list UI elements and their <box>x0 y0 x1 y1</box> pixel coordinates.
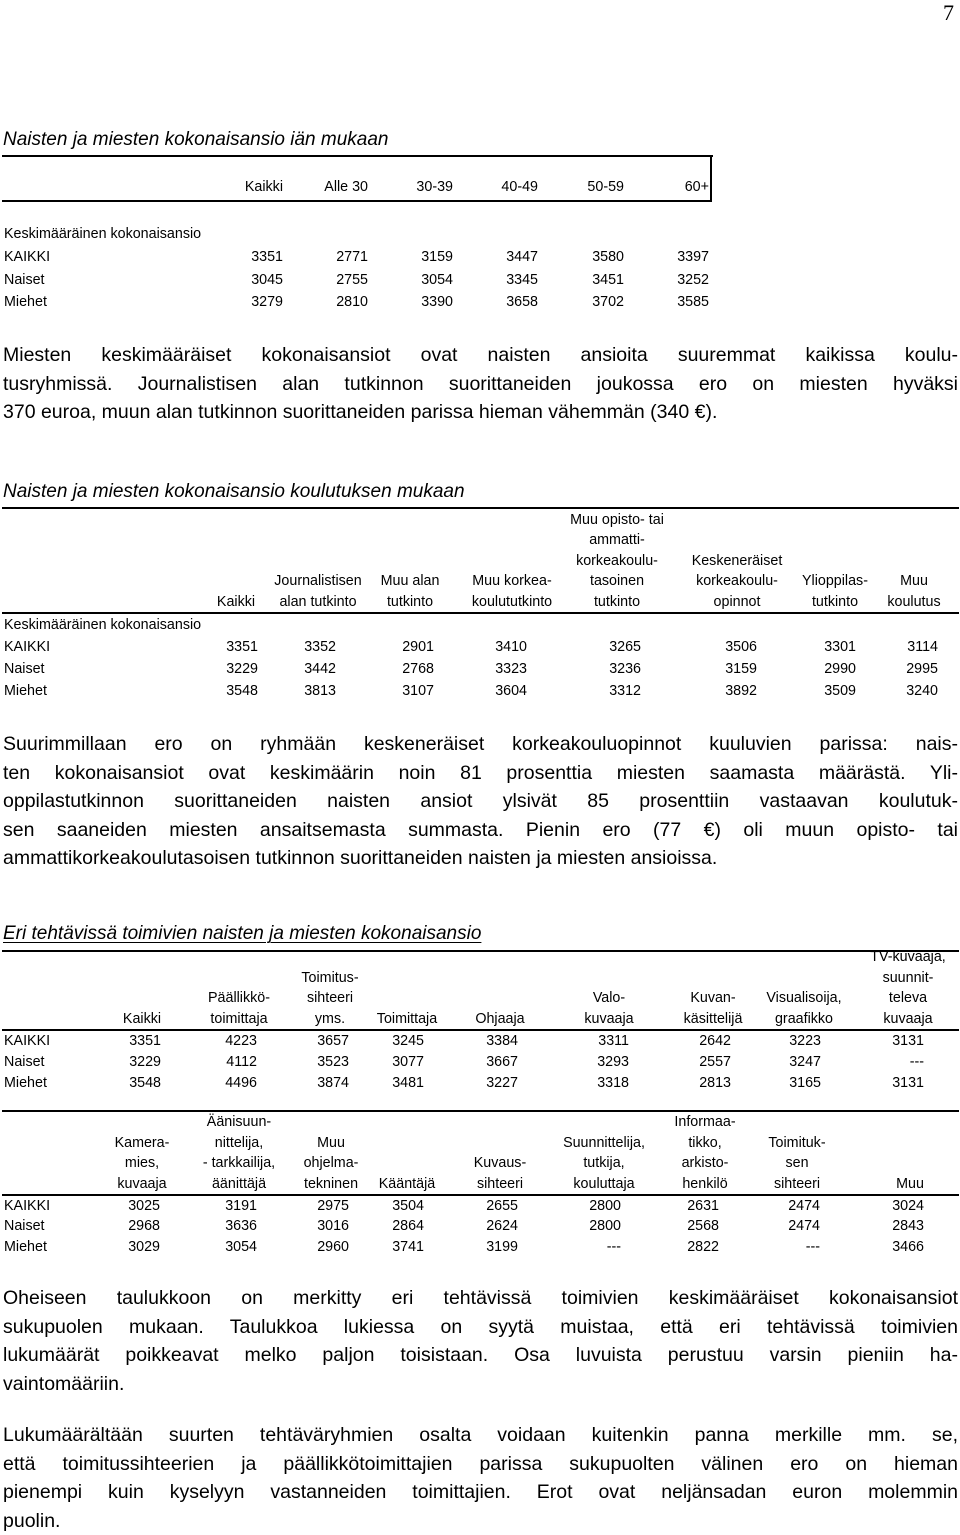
table-cell: 3318 <box>549 1073 629 1093</box>
paragraph-line: tusryhmissä. Journalistisen alan tutkinnon suorittaneiden joukossa ero on miesten hyväksi <box>3 370 958 399</box>
column-header-line: Valo- <box>569 988 649 1009</box>
row-label: Naiset <box>4 270 124 290</box>
column-header-line: Muu korkea- <box>457 571 567 592</box>
row-label: Naiset <box>4 1052 124 1072</box>
table-cell: 3548 <box>178 681 258 701</box>
table-cell: 2768 <box>354 659 434 679</box>
table-cell: 3874 <box>269 1073 349 1093</box>
table-cell: 3604 <box>447 681 527 701</box>
table-cell: 3293 <box>549 1052 629 1072</box>
table-cell: 2755 <box>288 270 368 290</box>
table-cell: 2474 <box>740 1216 820 1236</box>
column-header-line: Kuvaus- <box>460 1153 540 1174</box>
paragraph-line: Oheiseen taulukkoon on merkitty eri tehtävissä toimivien keskimääräiset kokonaisansiot <box>3 1284 958 1313</box>
row-label: Naiset <box>4 659 124 679</box>
table-cell: 3229 <box>81 1052 161 1072</box>
table-cell: 3345 <box>458 270 538 290</box>
paragraph-line: oppilastutkinnon suorittaneiden naisten ansiot ylsivät 85 prosenttiin vastaavan koulutuk- <box>3 787 958 816</box>
column-header <box>362 1009 452 1030</box>
table1-title: Naisten ja miesten kokonaisansio iän mukaan <box>3 129 389 151</box>
table-cell: 2810 <box>288 292 368 312</box>
column-header-line: Ylioppilas- <box>790 571 880 592</box>
column-header-line: - tarkkailija, <box>189 1153 289 1174</box>
column-header-line: Kaikki <box>107 1009 177 1030</box>
column-header <box>189 1112 289 1194</box>
table1-top-border <box>2 155 713 157</box>
table-cell: 3131 <box>844 1031 924 1051</box>
column-header-line: toimittaja <box>194 1009 284 1030</box>
table-cell: 3323 <box>447 659 527 679</box>
table-cell: 3481 <box>344 1073 424 1093</box>
table-cell: 2960 <box>269 1237 349 1257</box>
column-header-line: yms. <box>290 1009 370 1030</box>
table-cell: 3504 <box>344 1196 424 1216</box>
column-header-line: äänittäjä <box>189 1174 289 1195</box>
column-header <box>263 571 373 612</box>
table-cell: 3229 <box>178 659 258 679</box>
table-cell: 3265 <box>561 637 641 657</box>
column-header-line: TV-kuvaaja, <box>858 947 958 968</box>
column-header <box>194 988 284 1029</box>
page-number: 7 <box>943 0 954 26</box>
table-cell: 3252 <box>629 270 709 290</box>
table-cell: 2557 <box>651 1052 731 1072</box>
table-cell: 3311 <box>549 1031 629 1051</box>
table-cell: 3351 <box>203 247 283 267</box>
table-cell: --- <box>541 1237 621 1257</box>
column-header-line: Päällikkö- <box>194 988 284 1009</box>
column-header <box>107 1009 177 1030</box>
column-header-line: koulututkinto <box>457 592 567 613</box>
table-cell: 2655 <box>438 1196 518 1216</box>
column-header-line: Muu <box>874 571 954 592</box>
row-label: Miehet <box>4 1073 124 1093</box>
paragraph-line: ten kokonaisansiot ovat keskimäärin noin 81 prosenttia miesten saamasta määrästä. Yli- <box>3 759 958 788</box>
column-header-line: Äänisuun- <box>189 1112 289 1133</box>
table-cell: 2800 <box>541 1216 621 1236</box>
table-cell: 3523 <box>269 1052 349 1072</box>
table-cell: 2642 <box>651 1031 731 1051</box>
table-cell: 3114 <box>858 637 938 657</box>
section-label: Keskimääräinen kokonaisansio <box>4 224 304 244</box>
column-header-line: Toimitus- <box>290 968 370 989</box>
table-cell: 3240 <box>858 681 938 701</box>
column-header-line: ammatti- <box>557 530 677 551</box>
paragraph-line: että toimitussihteerien ja päällikkötoimittajien parissa sukupuolten välinen ero on hieman <box>3 1450 958 1479</box>
row-label: Miehet <box>4 1237 124 1257</box>
table-cell: 3159 <box>677 659 757 679</box>
table-cell: 3741 <box>344 1237 424 1257</box>
column-header-line: opinnot <box>677 592 797 613</box>
column-header-line: tutkinto <box>557 592 677 613</box>
table-cell: 2624 <box>438 1216 518 1236</box>
paragraph-line: Suurimmillaan ero on ryhmään keskeneräiset korkeakouluopinnot kuuluvien parissa: nais- <box>3 730 958 759</box>
table-cell: 3054 <box>373 270 453 290</box>
table-cell: 3702 <box>544 292 624 312</box>
column-header-line: suunnit- <box>858 968 958 989</box>
column-header-line: kuvaaja <box>569 1009 649 1030</box>
table-cell: 3892 <box>677 681 757 701</box>
table1-right-border <box>710 155 712 202</box>
paragraph-line: 370 euroa, muun alan tutkinnon suorittaneiden parissa hieman vähemmän (340 €). <box>3 398 958 427</box>
paragraph-3 <box>3 1284 958 1398</box>
column-header-line: käsittelijä <box>663 1009 763 1030</box>
table4-top-border <box>2 1110 959 1112</box>
table2-header-border <box>2 612 959 614</box>
table-cell: 4223 <box>177 1031 257 1051</box>
table-cell: 3236 <box>561 659 641 679</box>
table-cell: 3245 <box>344 1031 424 1051</box>
column-header <box>749 988 859 1029</box>
column-header-line: kuvaaja <box>858 1009 958 1030</box>
table-cell: 3442 <box>256 659 336 679</box>
column-header <box>457 571 567 612</box>
column-header <box>367 1174 447 1195</box>
column-header <box>460 1009 540 1030</box>
table-cell: 3390 <box>373 292 453 312</box>
table-cell: 2843 <box>844 1216 924 1236</box>
column-header-line: tutkinto <box>790 592 880 613</box>
row-label: Miehet <box>4 681 124 701</box>
column-header <box>291 1133 371 1195</box>
column-header-line: henkilö <box>660 1174 750 1195</box>
column-header <box>870 1174 950 1195</box>
column-header-line: tikko, <box>660 1133 750 1154</box>
table-cell: 3227 <box>438 1073 518 1093</box>
table-cell: 3131 <box>844 1073 924 1093</box>
paragraph-line: pienempi kuin kyselyyn vastanneiden toimittajien. Erot ovat neljänsadan euron molemmin <box>3 1478 958 1507</box>
paragraph-line: Lukumäärältään suurten tehtäväryhmien osalta voidaan kuitenkin panna merkille mm. se, <box>3 1421 958 1450</box>
table-cell: 2864 <box>344 1216 424 1236</box>
table-cell: 2990 <box>776 659 856 679</box>
paragraph-1 <box>3 341 958 427</box>
table-cell: 3509 <box>776 681 856 701</box>
table-cell: 3351 <box>178 637 258 657</box>
row-label: KAIKKI <box>4 247 124 267</box>
column-header-line: kouluttaja <box>549 1174 659 1195</box>
row-label: KAIKKI <box>4 637 124 657</box>
table-cell: 2822 <box>639 1237 719 1257</box>
table-cell: 2975 <box>269 1196 349 1216</box>
table3-top-border <box>2 950 959 952</box>
column-header-line: sihteeri <box>460 1174 540 1195</box>
column-header <box>677 551 797 613</box>
table2-top-border <box>2 507 959 509</box>
table-cell: 2968 <box>80 1216 160 1236</box>
table-cell: 2813 <box>651 1073 731 1093</box>
column-header <box>290 968 370 1030</box>
column-header-line: Muu alan <box>370 571 450 592</box>
column-header-line: Visualisoija, <box>749 988 859 1009</box>
row-label: KAIKKI <box>4 1196 124 1216</box>
column-header-line: televa <box>858 988 958 1009</box>
column-header-line: koulutus <box>874 592 954 613</box>
column-header-line: Kaikki <box>196 592 276 613</box>
table-cell: 3352 <box>256 637 336 657</box>
column-header <box>107 1133 177 1195</box>
table-cell: 2995 <box>858 659 938 679</box>
table-cell: 2901 <box>354 637 434 657</box>
table-cell: 4496 <box>177 1073 257 1093</box>
column-header <box>660 1112 750 1194</box>
table-cell: 3247 <box>741 1052 821 1072</box>
table-cell: 3667 <box>438 1052 518 1072</box>
table-cell: 2474 <box>740 1196 820 1216</box>
column-header-line: Kamera- <box>107 1133 177 1154</box>
column-header: 50-59 <box>544 177 624 197</box>
column-header <box>790 571 880 612</box>
column-header-line: Muu opisto- tai <box>557 510 677 531</box>
column-header-line: tutkija, <box>549 1153 659 1174</box>
column-header <box>549 1133 659 1195</box>
table-cell: 3054 <box>177 1237 257 1257</box>
table-cell: 3466 <box>844 1237 924 1257</box>
column-header-line: Kääntäjä <box>367 1174 447 1195</box>
column-header-line: Ohjaaja <box>460 1009 540 1030</box>
column-header-line: Journalistisen <box>263 571 373 592</box>
table-cell: 3410 <box>447 637 527 657</box>
paragraph-line: Miesten keskimääräiset kokonaisansiot ovat naisten ansioita suuremmat kaikissa koulu- <box>3 341 958 370</box>
table-cell: 3045 <box>203 270 283 290</box>
paragraph-line: lukumäärät poikkeavat melko paljon toisistaan. Osa luvuista perustuu varsin pieniin ha- <box>3 1341 958 1370</box>
column-header <box>569 988 649 1029</box>
row-label: KAIKKI <box>4 1031 124 1051</box>
column-header-line: sen <box>752 1153 842 1174</box>
column-header-line: mies, <box>107 1153 177 1174</box>
paragraph-line: sen saaneiden miesten ansaitsemasta summasta. Pienin ero (77 €) oli muun opisto- tai <box>3 816 958 845</box>
table-cell: 3191 <box>177 1196 257 1216</box>
column-header-line: graafikko <box>749 1009 859 1030</box>
column-header-line: Toimituk- <box>752 1133 842 1154</box>
column-header-line: sihteeri <box>752 1174 842 1195</box>
table3-title: Eri tehtävissä toimivien naisten ja miesten kokonaisansio <box>3 923 481 945</box>
table-cell: 3351 <box>81 1031 161 1051</box>
table1-bottom-border <box>2 200 712 202</box>
column-header-line: sihteeri <box>290 988 370 1009</box>
paragraph-line: ammattikorkeakoulutasoisen tutkinnon suorittaneiden naisten ja miesten ansioissa. <box>3 844 958 873</box>
table-cell: 2568 <box>639 1216 719 1236</box>
column-header-line: Kuvan- <box>663 988 763 1009</box>
column-header <box>370 571 450 612</box>
table-cell: 3657 <box>269 1031 349 1051</box>
column-header-line: tutkinto <box>370 592 450 613</box>
column-header-line: Toimittaja <box>362 1009 452 1030</box>
column-header-line: Suunnittelija, <box>549 1133 659 1154</box>
paragraph-line: vaintomääriin. <box>3 1370 958 1399</box>
column-header-line: tekninen <box>291 1174 371 1195</box>
column-header-line: Muu <box>870 1174 950 1195</box>
paragraph-4 <box>3 1421 958 1535</box>
column-header-line: arkisto- <box>660 1153 750 1174</box>
row-label: Miehet <box>4 292 124 312</box>
table-cell: 3025 <box>80 1196 160 1216</box>
paragraph-line: sukupuolen mukaan. Taulukkoa lukiessa on syytä muistaa, että eri tehtävissä toimivien <box>3 1313 958 1342</box>
row-label: Naiset <box>4 1216 124 1236</box>
table-cell: --- <box>740 1237 820 1257</box>
table-cell: 3159 <box>373 247 453 267</box>
table-cell: 3279 <box>203 292 283 312</box>
column-header-line: Keskeneräiset <box>677 551 797 572</box>
column-header: Kaikki <box>203 177 283 197</box>
table-cell: 3397 <box>629 247 709 267</box>
column-header-line: ohjelma- <box>291 1153 371 1174</box>
column-header <box>874 571 954 612</box>
table-cell: 3312 <box>561 681 641 701</box>
column-header: Alle 30 <box>288 177 368 197</box>
column-header-line: nittelija, <box>189 1133 289 1154</box>
column-header: 30-39 <box>373 177 453 197</box>
table-cell: 3223 <box>741 1031 821 1051</box>
column-header-line: korkeakoulu- <box>557 551 677 572</box>
table-cell: 3107 <box>354 681 434 701</box>
table-cell: 3451 <box>544 270 624 290</box>
paragraph-line: puolin. <box>3 1507 958 1535</box>
column-header <box>557 510 677 613</box>
table-cell: 3024 <box>844 1196 924 1216</box>
table-cell: 3384 <box>438 1031 518 1051</box>
section-label: Keskimääräinen kokonaisansio <box>4 615 304 635</box>
column-header <box>752 1133 842 1195</box>
table-cell: 2800 <box>541 1196 621 1216</box>
table-cell: 4112 <box>177 1052 257 1072</box>
table-cell: 3077 <box>344 1052 424 1072</box>
column-header: 40-49 <box>458 177 538 197</box>
column-header <box>663 988 763 1029</box>
table-cell: 3580 <box>544 247 624 267</box>
column-header: 60+ <box>629 177 709 197</box>
table-cell: 3548 <box>81 1073 161 1093</box>
table-cell: 2631 <box>639 1196 719 1216</box>
table-cell: 3301 <box>776 637 856 657</box>
column-header-line: korkeakoulu- <box>677 571 797 592</box>
column-header <box>460 1153 540 1194</box>
table-cell: 3447 <box>458 247 538 267</box>
column-header-line: Muu <box>291 1133 371 1154</box>
table-cell: 2771 <box>288 247 368 267</box>
column-header-line: tasoinen <box>557 571 677 592</box>
table-cell: 3165 <box>741 1073 821 1093</box>
table-cell: --- <box>844 1052 924 1072</box>
table-cell: 3636 <box>177 1216 257 1236</box>
table-cell: 3658 <box>458 292 538 312</box>
paragraph-2 <box>3 730 958 873</box>
table-cell: 3029 <box>80 1237 160 1257</box>
table2-title: Naisten ja miesten kokonaisansio koulutuksen mukaan <box>3 481 465 503</box>
column-header-line: alan tutkinto <box>263 592 373 613</box>
column-header <box>858 947 958 1029</box>
table-cell: 3813 <box>256 681 336 701</box>
column-header-line: Informaa- <box>660 1112 750 1133</box>
table-cell: 3199 <box>438 1237 518 1257</box>
column-header-line: kuvaaja <box>107 1174 177 1195</box>
table-cell: 3585 <box>629 292 709 312</box>
table-cell: 3506 <box>677 637 757 657</box>
table-cell: 3016 <box>269 1216 349 1236</box>
